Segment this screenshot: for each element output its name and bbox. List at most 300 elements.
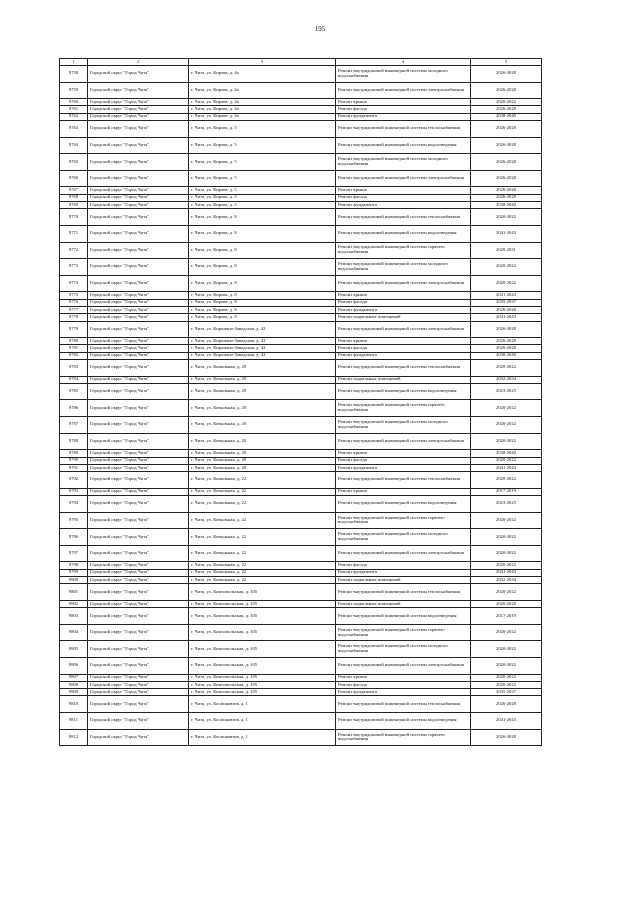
- column-header: 4: [336, 59, 471, 66]
- work-type-cell: Ремонт внутридомовой инженерной системы водоотведения: [336, 225, 471, 242]
- period-cell: 2038-2040: [471, 113, 542, 120]
- municipality-cell: Городской округ "Город Чита": [88, 338, 189, 345]
- table-row: [60, 545, 542, 562]
- municipality-cell: Городской округ "Город Чита": [88, 696, 189, 713]
- period-cell: 2026-2028: [471, 338, 542, 345]
- municipality-cell: Городской округ "Город Чита": [88, 600, 189, 607]
- period-cell: 2038-2040: [471, 202, 542, 209]
- address-cell: г. Чита, ул. Комсомольская, д. 105: [189, 689, 336, 696]
- address-cell: г. Чита, ул. Ковыльная, д. 22: [189, 569, 336, 576]
- table-row: [60, 417, 542, 434]
- address-cell: г. Чита, ул. Комсомольская, д. 105: [189, 641, 336, 658]
- period-cell: 2035-2037: [471, 689, 542, 696]
- row-number-cell: 9807: [60, 674, 88, 681]
- work-type-cell: Ремонт фундамента: [336, 464, 471, 471]
- period-cell: 2020-2022: [471, 657, 542, 674]
- work-type-cell: Ремонт внутридомовой инженерной системы теплоснабжения: [336, 121, 471, 138]
- table-row: [60, 121, 542, 138]
- municipality-cell: Городской округ "Город Чита": [88, 321, 189, 338]
- address-cell: г. Чита, ул. Кирова, д. 5: [189, 194, 336, 201]
- work-type-cell: Ремонт внутридомовой инженерной системы электроснабжения: [336, 545, 471, 562]
- period-cell: 2026-2028: [471, 66, 542, 83]
- address-cell: г. Чита, ул. Кирова, д. 8: [189, 209, 336, 226]
- table-row: [60, 464, 542, 471]
- table-row: [60, 82, 542, 99]
- municipality-cell: Городской округ "Город Чита": [88, 383, 189, 400]
- table-row: [60, 674, 542, 681]
- table-row: [60, 488, 542, 495]
- period-cell: 2020-2022: [471, 259, 542, 276]
- address-cell: г. Чита, ул. Кирова, д. 5: [189, 121, 336, 138]
- work-type-cell: Ремонт внутридомовой инженерной системы электроснабжения: [336, 82, 471, 99]
- table-row: [60, 681, 542, 688]
- work-type-cell: Ремонт фасада: [336, 194, 471, 201]
- row-number-cell: 9799: [60, 569, 88, 576]
- row-number-cell: 9804: [60, 624, 88, 641]
- municipality-cell: Городской округ "Город Чита": [88, 417, 189, 434]
- municipality-cell: Городской округ "Город Чита": [88, 450, 189, 457]
- address-cell: г. Чита, ул. Ковыльная, д. 22: [189, 512, 336, 529]
- address-cell: г. Чита, ул. Ковыльная, д. 20: [189, 464, 336, 471]
- municipality-cell: Городской округ "Город Чита": [88, 82, 189, 99]
- row-number-cell: 9768: [60, 194, 88, 201]
- municipality-cell: Городской округ "Город Чита": [88, 66, 189, 83]
- row-number-cell: 9760: [60, 99, 88, 106]
- period-cell: 2020-2022: [471, 275, 542, 292]
- work-type-cell: Ремонт внутридомовой инженерной системы холодного водоснабжения: [336, 66, 471, 83]
- work-type-cell: Ремонт внутридомовой инженерной системы горячего водоснабжения: [336, 242, 471, 259]
- municipality-cell: Городской округ "Город Чита": [88, 242, 189, 259]
- period-cell: 2026-2028: [471, 106, 542, 113]
- municipality-cell: Городской округ "Город Чита": [88, 292, 189, 299]
- work-type-cell: Ремонт внутридомовой инженерной системы электроснабжения: [336, 275, 471, 292]
- row-number-cell: 9761: [60, 106, 88, 113]
- row-number-cell: 9770: [60, 209, 88, 226]
- municipality-cell: Городской округ "Город Чита": [88, 729, 189, 746]
- municipality-cell: Городской округ "Город Чита": [88, 488, 189, 495]
- work-type-cell: Ремонт фасада: [336, 106, 471, 113]
- row-number-cell: 9809: [60, 689, 88, 696]
- address-cell: г. Чита, ул. Кирова, д. 5: [189, 154, 336, 171]
- period-cell: 2017-2019: [471, 488, 542, 495]
- work-type-cell: Ремонт внутридомовой инженерной системы теплоснабжения: [336, 472, 471, 489]
- address-cell: г. Чита, ул. Кирова, д. 8: [189, 275, 336, 292]
- work-type-cell: Ремонт внутридомовой инженерной системы электроснабжения: [336, 321, 471, 338]
- table-row: [60, 154, 542, 171]
- work-type-cell: Ремонт фундамента: [336, 569, 471, 576]
- period-cell: 2020-2022: [471, 400, 542, 417]
- repair-schedule-table: [59, 58, 542, 746]
- table-row: [60, 729, 542, 746]
- period-cell: 2038-2040: [471, 450, 542, 457]
- table-row: [60, 569, 542, 576]
- row-number-cell: 9803: [60, 608, 88, 625]
- table-row: [60, 641, 542, 658]
- table-row: [60, 275, 542, 292]
- table-row: [60, 433, 542, 450]
- work-type-cell: Ремонт внутридомовой инженерной системы электроснабжения: [336, 433, 471, 450]
- row-number-cell: 9773: [60, 259, 88, 276]
- municipality-cell: Городской округ "Город Чита": [88, 345, 189, 352]
- address-cell: г. Чита, ул. Ковыльная, д. 22: [189, 562, 336, 569]
- municipality-cell: Городской округ "Город Чита": [88, 376, 189, 383]
- period-cell: 2023-2025: [471, 496, 542, 513]
- row-number-cell: 9808: [60, 681, 88, 688]
- row-number-cell: 9797: [60, 545, 88, 562]
- table-row: [60, 225, 542, 242]
- period-cell: 2020-2022: [471, 624, 542, 641]
- table-row: [60, 472, 542, 489]
- work-type-cell: Ремонт фундамента: [336, 202, 471, 209]
- address-cell: г. Чита, ул. Кирова, д. 8: [189, 306, 336, 313]
- period-cell: 2020-2022: [471, 417, 542, 434]
- address-cell: г. Чита, ул. Ковыльная, д. 20: [189, 383, 336, 400]
- table-row: [60, 209, 542, 226]
- column-number-row: [60, 59, 542, 66]
- municipality-cell: Городской округ "Город Чита": [88, 170, 189, 187]
- address-cell: г. Чита, ул. Ковыльная, д. 20: [189, 400, 336, 417]
- table-row: [60, 321, 542, 338]
- work-type-cell: Ремонт внутридомовой инженерной системы электроснабжения: [336, 657, 471, 674]
- table-row: [60, 113, 542, 120]
- address-cell: г. Чита, ул. Космонавтов, д. 1: [189, 729, 336, 746]
- municipality-cell: Городской округ "Город Чита": [88, 259, 189, 276]
- address-cell: г. Чита, ул. Кирова, д. 8: [189, 225, 336, 242]
- address-cell: г. Чита, ул. Космонавтов, д. 1: [189, 713, 336, 730]
- row-number-cell: 9785: [60, 383, 88, 400]
- work-type-cell: Ремонт внутридомовой инженерной системы холодного водоснабжения: [336, 154, 471, 171]
- period-cell: 2026-2028: [471, 345, 542, 352]
- row-number-cell: 9805: [60, 641, 88, 658]
- work-type-cell: Ремонт внутридомовой инженерной системы водоотведения: [336, 137, 471, 154]
- table-row: [60, 299, 542, 306]
- row-number-cell: 9795: [60, 512, 88, 529]
- table-row: [60, 450, 542, 457]
- municipality-cell: Городской округ "Город Чита": [88, 299, 189, 306]
- period-cell: 2026-2028: [471, 696, 542, 713]
- municipality-cell: Городской округ "Город Чита": [88, 154, 189, 171]
- municipality-cell: Городской округ "Город Чита": [88, 464, 189, 471]
- row-number-cell: 9766: [60, 170, 88, 187]
- period-cell: 2020-2022: [471, 674, 542, 681]
- work-type-cell: Ремонт внутридомовой инженерной системы водоотведения: [336, 713, 471, 730]
- work-type-cell: Ремонт крыши: [336, 674, 471, 681]
- municipality-cell: Городской округ "Город Чита": [88, 209, 189, 226]
- municipality-cell: Городской округ "Город Чита": [88, 457, 189, 464]
- column-header: 2: [88, 59, 189, 66]
- address-cell: г. Чита, ул. Кирова, д. 5: [189, 170, 336, 187]
- row-number-cell: 9769: [60, 202, 88, 209]
- municipality-cell: Городской округ "Город Чита": [88, 608, 189, 625]
- row-number-cell: 9791: [60, 464, 88, 471]
- period-cell: 2020-2022: [471, 99, 542, 106]
- address-cell: г. Чита, ул. Кирова, д. 4а: [189, 82, 336, 99]
- municipality-cell: Городской округ "Город Чита": [88, 657, 189, 674]
- row-number-cell: 9780: [60, 338, 88, 345]
- row-number-cell: 9777: [60, 306, 88, 313]
- address-cell: г. Чита, ул. Кирова, д. 4а: [189, 99, 336, 106]
- municipality-cell: Городской округ "Город Чита": [88, 137, 189, 154]
- period-cell: 2026-2028: [471, 121, 542, 138]
- table-row: [60, 584, 542, 601]
- address-cell: г. Чита, ул. Комсомольская, д. 105: [189, 681, 336, 688]
- municipality-cell: Городской округ "Город Чита": [88, 106, 189, 113]
- address-cell: г. Чита, ул. Ковыльная, д. 20: [189, 359, 336, 376]
- row-number-cell: 9792: [60, 472, 88, 489]
- address-cell: г. Чита, ул. Комсомольская, д. 105: [189, 600, 336, 607]
- period-cell: 2026-2028: [471, 194, 542, 201]
- period-cell: 2026-2028: [471, 170, 542, 187]
- period-cell: 2020-2022: [471, 681, 542, 688]
- address-cell: г. Чита, ул. Кирпично-Заводская, д. 42: [189, 345, 336, 352]
- table-row: [60, 66, 542, 83]
- municipality-cell: Городской округ "Город Чита": [88, 569, 189, 576]
- work-type-cell: Ремонт фасада: [336, 562, 471, 569]
- address-cell: г. Чита, ул. Космонавтов, д. 1: [189, 696, 336, 713]
- row-number-cell: 9772: [60, 242, 88, 259]
- period-cell: 2035-2037: [471, 299, 542, 306]
- work-type-cell: Ремонт подвальных помещений: [336, 600, 471, 607]
- municipality-cell: Городской округ "Город Чита": [88, 400, 189, 417]
- work-type-cell: Ремонт крыши: [336, 450, 471, 457]
- row-number-cell: 9788: [60, 433, 88, 450]
- table-row: [60, 352, 542, 359]
- table-row: [60, 512, 542, 529]
- work-type-cell: Ремонт внутридомовой инженерной системы горячего водоснабжения: [336, 624, 471, 641]
- row-number-cell: 9774: [60, 275, 88, 292]
- row-number-cell: 9775: [60, 292, 88, 299]
- municipality-cell: Городской округ "Город Чита": [88, 352, 189, 359]
- municipality-cell: Городской округ "Город Чита": [88, 681, 189, 688]
- table-row: [60, 383, 542, 400]
- table-row: [60, 338, 542, 345]
- address-cell: г. Чита, ул. Ковыльная, д. 20: [189, 457, 336, 464]
- row-number-cell: 9801: [60, 584, 88, 601]
- work-type-cell: Ремонт фундамента: [336, 689, 471, 696]
- period-cell: 2020-2022: [471, 562, 542, 569]
- period-cell: 2023-2025: [471, 383, 542, 400]
- period-cell: 2029-2031: [471, 242, 542, 259]
- municipality-cell: Городской округ "Город Чита": [88, 187, 189, 194]
- address-cell: г. Чита, ул. Кирова, д. 8: [189, 242, 336, 259]
- row-number-cell: 9794: [60, 496, 88, 513]
- work-type-cell: Ремонт фасада: [336, 457, 471, 464]
- period-cell: 2026-2028: [471, 82, 542, 99]
- municipality-cell: Городской округ "Город Чита": [88, 99, 189, 106]
- table-row: [60, 187, 542, 194]
- column-header: 5: [471, 59, 542, 66]
- column-header: 1: [60, 59, 88, 66]
- municipality-cell: Городской округ "Город Чита": [88, 433, 189, 450]
- table-row: [60, 608, 542, 625]
- period-cell: 2026-2028: [471, 729, 542, 746]
- row-number-cell: 9776: [60, 299, 88, 306]
- work-type-cell: Ремонт внутридомовой инженерной системы теплоснабжения: [336, 696, 471, 713]
- table-row: [60, 99, 542, 106]
- row-number-cell: 9782: [60, 352, 88, 359]
- table-row: [60, 106, 542, 113]
- address-cell: г. Чита, ул. Кирова, д. 8: [189, 292, 336, 299]
- address-cell: г. Чита, ул. Комсомольская, д. 105: [189, 608, 336, 625]
- page-number: 195: [314, 25, 326, 33]
- row-number-cell: 9787: [60, 417, 88, 434]
- work-type-cell: Ремонт внутридомовой инженерной системы водоотведения: [336, 608, 471, 625]
- period-cell: 2026-2028: [471, 187, 542, 194]
- address-cell: г. Чита, ул. Кирпично-Заводская, д. 42: [189, 338, 336, 345]
- work-type-cell: Ремонт внутридомовой инженерной системы холодного водоснабжения: [336, 641, 471, 658]
- address-cell: г. Чита, ул. Кирова, д. 5: [189, 137, 336, 154]
- table-row: [60, 194, 542, 201]
- table-row: [60, 696, 542, 713]
- municipality-cell: Городской округ "Город Чита": [88, 562, 189, 569]
- row-number-cell: 9763: [60, 121, 88, 138]
- period-cell: 2041-2043: [471, 292, 542, 299]
- address-cell: г. Чита, ул. Кирпично-Заводская, д. 42: [189, 352, 336, 359]
- period-cell: 2026-2028: [471, 154, 542, 171]
- address-cell: г. Чита, ул. Кирова, д. 5: [189, 187, 336, 194]
- work-type-cell: Ремонт фундамента: [336, 352, 471, 359]
- work-type-cell: Ремонт подвальных помещений: [336, 314, 471, 321]
- address-cell: г. Чита, ул. Ковыльная, д. 20: [189, 433, 336, 450]
- table-row: [60, 170, 542, 187]
- row-number-cell: 9806: [60, 657, 88, 674]
- address-cell: г. Чита, ул. Кирова, д. 4а: [189, 113, 336, 120]
- work-type-cell: Ремонт внутридомовой инженерной системы горячего водоснабжения: [336, 729, 471, 746]
- period-cell: 2026-2028: [471, 306, 542, 313]
- period-cell: 2020-2022: [471, 641, 542, 658]
- table-row: [60, 457, 542, 464]
- municipality-cell: Городской округ "Город Чита": [88, 225, 189, 242]
- period-cell: 2020-2022: [471, 457, 542, 464]
- table-row: [60, 624, 542, 641]
- period-cell: 2041-2043: [471, 314, 542, 321]
- table-row: [60, 202, 542, 209]
- work-type-cell: Ремонт крыши: [336, 292, 471, 299]
- municipality-cell: Городской округ "Город Чита": [88, 121, 189, 138]
- period-cell: 2041-2043: [471, 464, 542, 471]
- work-type-cell: Ремонт крыши: [336, 99, 471, 106]
- row-number-cell: 9783: [60, 359, 88, 376]
- period-cell: 2020-2022: [471, 472, 542, 489]
- address-cell: г. Чита, ул. Ковыльная, д. 20: [189, 450, 336, 457]
- municipality-cell: Городской округ "Город Чита": [88, 641, 189, 658]
- table-row: [60, 292, 542, 299]
- table-row: [60, 529, 542, 546]
- row-number-cell: 9786: [60, 400, 88, 417]
- work-type-cell: Ремонт подвальных помещений: [336, 577, 471, 584]
- table-row: [60, 657, 542, 674]
- table-row: [60, 259, 542, 276]
- work-type-cell: Ремонт внутридомовой инженерной системы водоотведения: [336, 496, 471, 513]
- table-row: [60, 314, 542, 321]
- table-row: [60, 242, 542, 259]
- row-number-cell: 9798: [60, 562, 88, 569]
- period-cell: 2041-2043: [471, 569, 542, 576]
- work-type-cell: Ремонт внутридомовой инженерной системы горячего водоснабжения: [336, 400, 471, 417]
- row-number-cell: 9758: [60, 66, 88, 83]
- address-cell: г. Чита, ул. Кирова, д. 4а: [189, 66, 336, 83]
- address-cell: г. Чита, ул. Ковыльная, д. 20: [189, 417, 336, 434]
- period-cell: 2026-2028: [471, 321, 542, 338]
- work-type-cell: Ремонт внутридомовой инженерной системы водоотведения: [336, 383, 471, 400]
- work-type-cell: Ремонт внутридомовой инженерной системы холодного водоснабжения: [336, 259, 471, 276]
- work-type-cell: Ремонт подвальных помещений: [336, 376, 471, 383]
- address-cell: г. Чита, ул. Кирпично-Заводская, д. 42: [189, 321, 336, 338]
- work-type-cell: Ремонт фундамента: [336, 306, 471, 313]
- work-type-cell: Ремонт фасада: [336, 345, 471, 352]
- work-type-cell: Ремонт крыши: [336, 488, 471, 495]
- address-cell: г. Чита, ул. Кирова, д. 8: [189, 314, 336, 321]
- period-cell: 2020-2022: [471, 529, 542, 546]
- municipality-cell: Городской округ "Город Чита": [88, 577, 189, 584]
- address-cell: г. Чита, ул. Ковыльная, д. 22: [189, 577, 336, 584]
- work-type-cell: Ремонт внутридомовой инженерной системы горячего водоснабжения: [336, 512, 471, 529]
- address-cell: г. Чита, ул. Ковыльная, д. 22: [189, 472, 336, 489]
- table-row: [60, 600, 542, 607]
- period-cell: 2038-2040: [471, 352, 542, 359]
- period-cell: 2026-2028: [471, 137, 542, 154]
- row-number-cell: 9802: [60, 600, 88, 607]
- municipality-cell: Городской округ "Город Чита": [88, 545, 189, 562]
- row-number-cell: 9759: [60, 82, 88, 99]
- row-number-cell: 9790: [60, 457, 88, 464]
- address-cell: г. Чита, ул. Кирова, д. 4а: [189, 106, 336, 113]
- row-number-cell: 9800: [60, 577, 88, 584]
- municipality-cell: Городской округ "Город Чита": [88, 529, 189, 546]
- period-cell: 2020-2022: [471, 512, 542, 529]
- municipality-cell: Городской округ "Город Чита": [88, 275, 189, 292]
- municipality-cell: Городской округ "Город Чита": [88, 113, 189, 120]
- table-row: [60, 359, 542, 376]
- row-number-cell: 9796: [60, 529, 88, 546]
- municipality-cell: Городской округ "Город Чита": [88, 713, 189, 730]
- work-type-cell: Ремонт внутридомовой инженерной системы электроснабжения: [336, 170, 471, 187]
- table-row: [60, 345, 542, 352]
- row-number-cell: 9812: [60, 729, 88, 746]
- row-number-cell: 9762: [60, 113, 88, 120]
- row-number-cell: 9765: [60, 154, 88, 171]
- municipality-cell: Городской округ "Город Чита": [88, 624, 189, 641]
- column-header: 3: [189, 59, 336, 66]
- work-type-cell: Ремонт крыши: [336, 187, 471, 194]
- municipality-cell: Городской округ "Город Чита": [88, 472, 189, 489]
- period-cell: 2017-2019: [471, 608, 542, 625]
- table-row: [60, 400, 542, 417]
- table-row: [60, 562, 542, 569]
- address-cell: г. Чита, ул. Комсомольская, д. 105: [189, 624, 336, 641]
- table-row: [60, 137, 542, 154]
- period-cell: 2026-2028: [471, 600, 542, 607]
- address-cell: г. Чита, ул. Комсомольская, д. 105: [189, 657, 336, 674]
- row-number-cell: 9781: [60, 345, 88, 352]
- municipality-cell: Городской округ "Город Чита": [88, 202, 189, 209]
- period-cell: 2020-2022: [471, 584, 542, 601]
- row-number-cell: 9810: [60, 696, 88, 713]
- row-number-cell: 9779: [60, 321, 88, 338]
- period-cell: 2041-2043: [471, 225, 542, 242]
- period-cell: 2020-2022: [471, 209, 542, 226]
- period-cell: 2020-2022: [471, 545, 542, 562]
- period-cell: 2020-2022: [471, 359, 542, 376]
- address-cell: г. Чита, ул. Комсомольская, д. 105: [189, 674, 336, 681]
- period-cell: 2032-2034: [471, 376, 542, 383]
- work-type-cell: Ремонт внутридомовой инженерной системы холодного водоснабжения: [336, 529, 471, 546]
- row-number-cell: 9793: [60, 488, 88, 495]
- work-type-cell: Ремонт фасада: [336, 681, 471, 688]
- work-type-cell: Ремонт внутридомовой инженерной системы теплоснабжения: [336, 209, 471, 226]
- address-cell: г. Чита, ул. Ковыльная, д. 22: [189, 529, 336, 546]
- row-number-cell: 9789: [60, 450, 88, 457]
